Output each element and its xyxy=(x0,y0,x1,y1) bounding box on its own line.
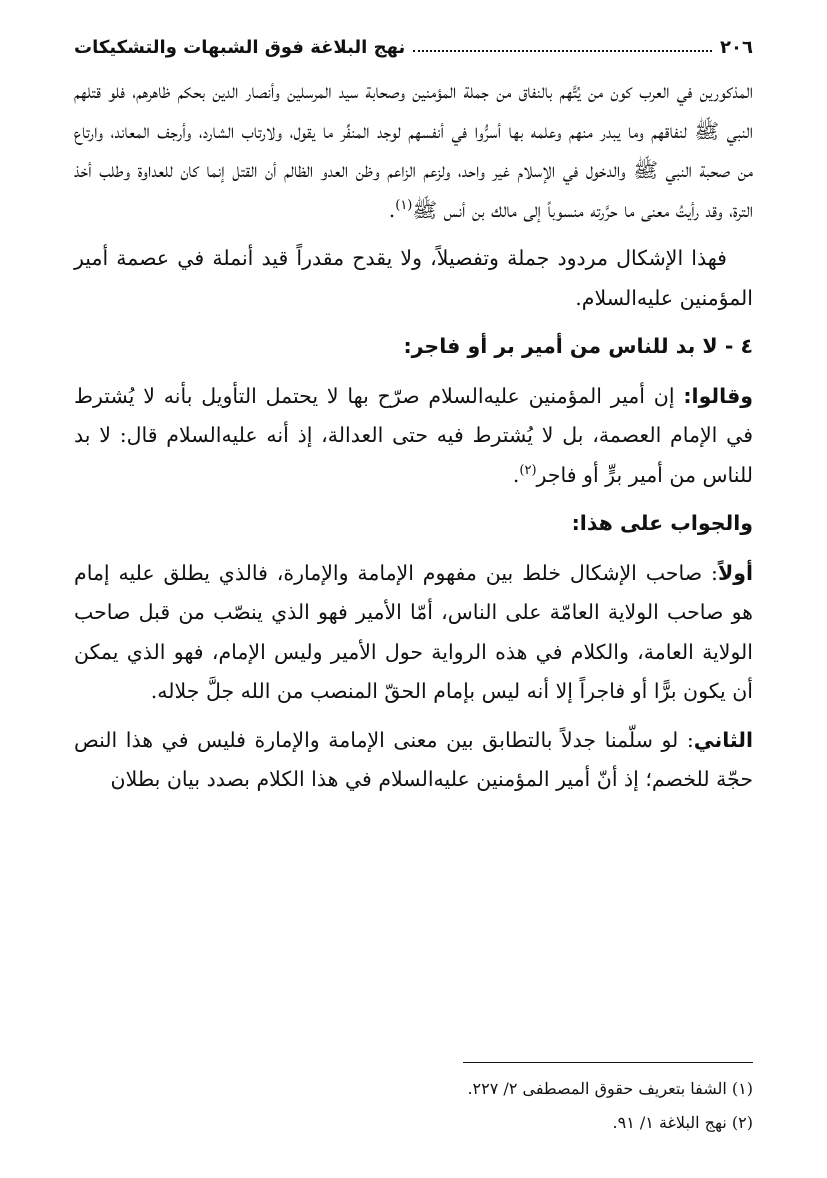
paragraph-1 xyxy=(74,72,753,230)
paragraph-5-lead: الثاني xyxy=(693,727,753,752)
footnote-ref-1: (١) xyxy=(395,197,413,213)
paragraph-5-text: : لو سلّمنا جدلاً بالتطابق بين معنى الإمامة والإمارة فليس في هذا النص حجّة للخصم؛ إذ أنّ أمير المؤمنين عليه‌السلام في هذا الكلام بصدد بيان بطلان xyxy=(74,727,753,791)
paragraph-3-text: إن أمير المؤمنين عليه‌السلام صرّح بها لا يحتمل التأويل بأنه لا يُشترط في الإمام العصمة، بل لا يُشترط فيه حتى العدالة، إذ أنه عليه‌السلام قال: لا بد للناس من أمير برٍّ أو فاجر xyxy=(74,383,753,487)
page-number: ٢٠٦ xyxy=(720,36,753,58)
book-title: نهج البلاغة فوق الشبهات والتشكيكات xyxy=(74,36,406,58)
footnote-1: (١) الشفا بتعريف حقوق المصطفى ٢/ ٢٢٧. xyxy=(467,1079,753,1098)
paragraph-2: فهذا الإشكال مردود جملة وتفصيلاً، ولا يقدح مقدراً قيد أنملة في عصمة أمير المؤمنين عليه‌السلام. xyxy=(74,246,753,310)
footnotes xyxy=(74,1072,753,1140)
section-heading-4: ٤ - لا بد للناس من أمير بر أو فاجر: xyxy=(403,334,753,358)
paragraph-1-text: المذكورين في العرب كون من يُتَّهم بالنفاق من جملة المؤمنين وصحابة سيد المرسلين وأنصار الدين بحكم ظاهرهم، فلو قتلهم النبي ﷺ لنفاقهم وما يبدر منهم وعلمه بها أسرُّوا في أنفسهم لوجد المنفِّر ما يقول، ولارتاب الشارد، وأرجف المعاند، وارتاع من صحبة النبي ﷺ والدخول في الإسلام غير واحد، ولزعم الزاعم وظن العدو الظالم أن القتل إنما كان للعداوة وطلب أخذ الترة، وقد رأيتُ معنى ما حرَّرته منسوباً إلى مالك بن أنس ﷺ xyxy=(74,79,753,222)
paragraph-3-end: . xyxy=(512,462,520,487)
footnote-2: (٢) نهج البلاغة ١/ ٩١. xyxy=(612,1113,753,1132)
paragraph-1-end: . xyxy=(388,197,396,222)
footnote-separator xyxy=(463,1062,753,1063)
paragraph-3-lead: وقالوا: xyxy=(683,383,753,408)
footnote-ref-2: (٢) xyxy=(519,462,537,478)
paragraph-4-text: : صاحب الإشكال خلط بين مفهوم الإمامة والإمارة، فالذي يطلق عليه إمام هو صاحب الولاية العامّة على الناس، أمّا الأمير فهو الذي ينصّب من قبل صاحب الولاية العامة، والكلام في هذه الرواية حول الأمير وليس الإمام، فهو الذي يمكن أن يكون برًّا أو فاجراً إلا أنه ليس بإمام الحقّ المنصب من الله جلَّ جلاله. xyxy=(74,560,753,703)
answer-heading: والجواب على هذا: xyxy=(571,511,753,535)
paragraph-4 xyxy=(74,554,753,712)
paragraph-5 xyxy=(74,721,753,800)
header-leader-dots xyxy=(413,50,712,52)
running-header xyxy=(74,32,753,62)
paragraph-4-lead: أولاً xyxy=(717,560,753,585)
paragraph-3 xyxy=(74,377,753,496)
page-body xyxy=(74,72,753,809)
